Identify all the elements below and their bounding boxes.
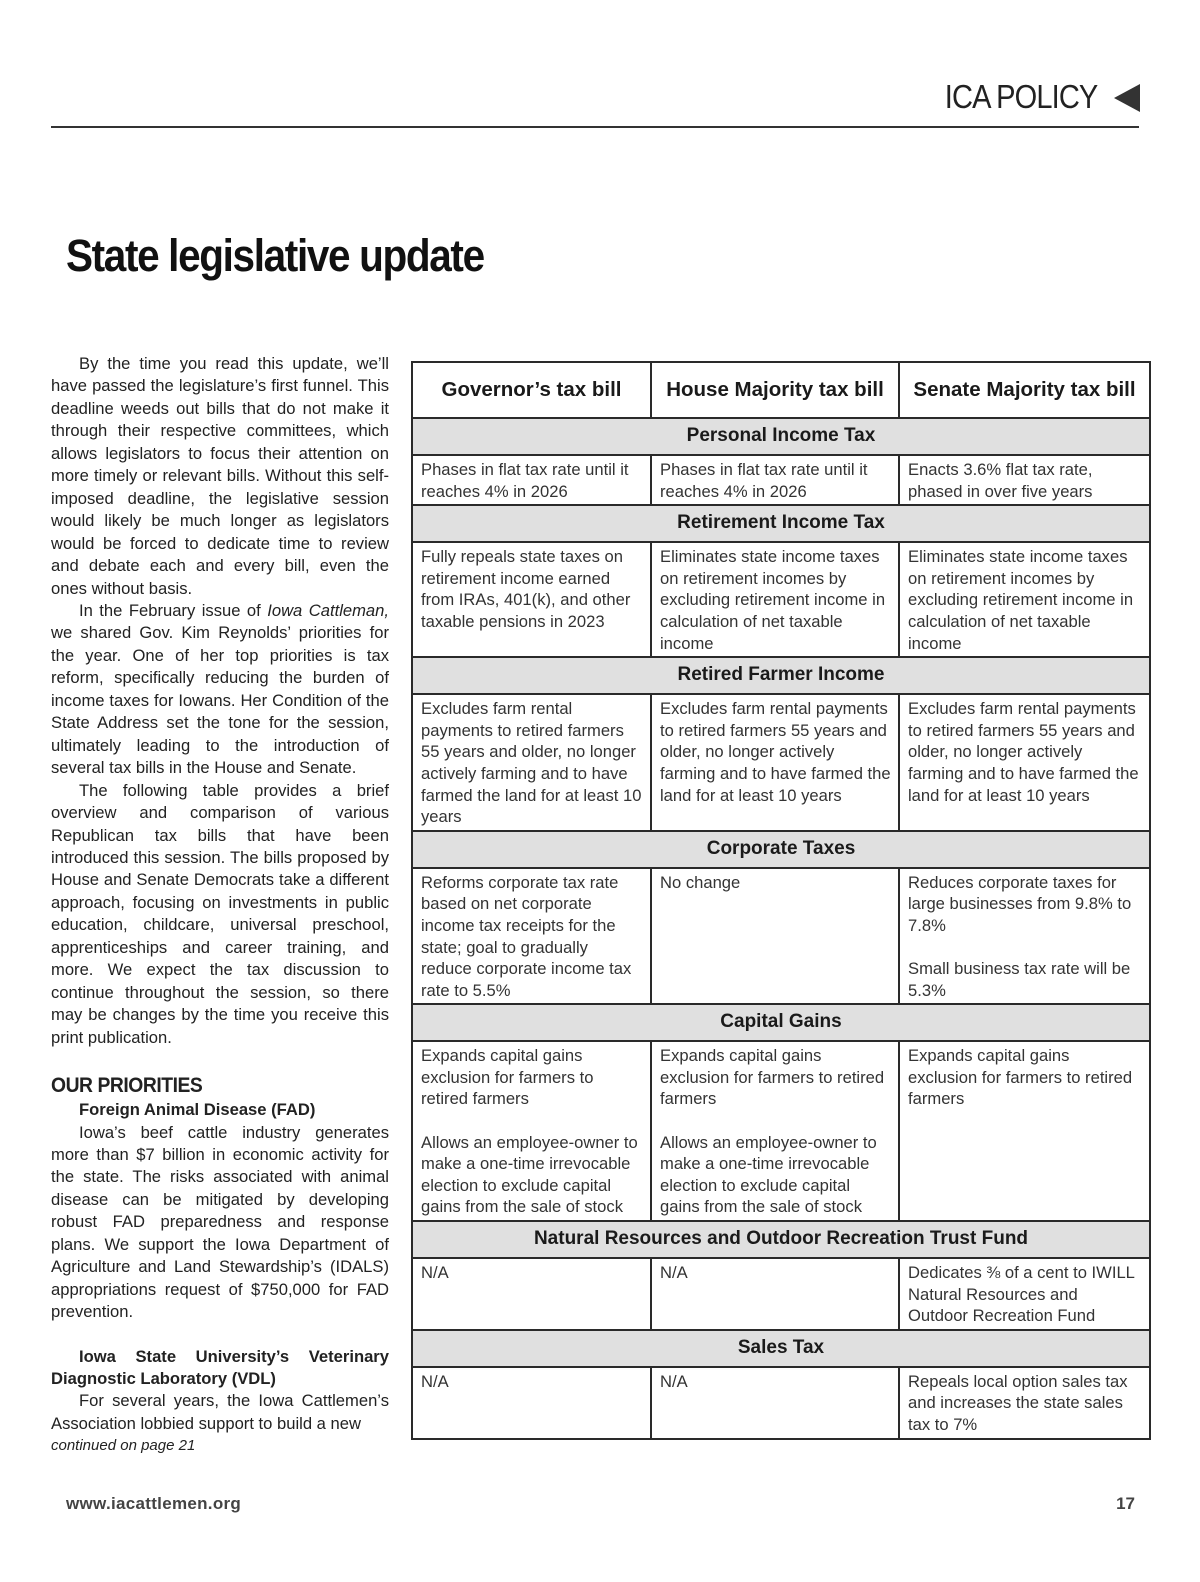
cell-text: Fully repeals state taxes on retirement income earned from IRAs, 401(k), and other taxable pensions in 2023	[421, 547, 631, 631]
intro-paragraph: By the time you read this update, we’ll have passed the legislature’s first funnel. This deadline weeds out bills that do not make it through their respective committees, which allows legislators to focus their attention on more timely or relevant bills. Without this self-imposed deadline, the legislative session would likely be much longer as legislators would be forced to dedicate time to review and debate each and every bill, even the ones without basis.	[51, 354, 389, 598]
cell-text: Dedicates ⅜ of a cent to IWILL Natural Resources and Outdoor Recreation Fund	[908, 1263, 1135, 1326]
cell-text: Repeals local option sales tax and increases the state sales tax to 7%	[908, 1371, 1128, 1434]
publication-name: Iowa Cattleman,	[267, 600, 389, 620]
column-header-senate: Senate Majority tax bill	[899, 362, 1150, 418]
cell-text: Expands capital gains exclusion for farmers to retired farmers	[660, 1046, 885, 1109]
cell-house	[651, 868, 899, 1005]
section-header-row	[412, 831, 1150, 868]
vdl-heading: Iowa State University’s Veterinary Diagnostic Laboratory (VDL)	[51, 1346, 389, 1389]
table-row	[412, 1258, 1150, 1330]
table-row	[412, 542, 1150, 657]
cell-text: N/A	[421, 1263, 449, 1283]
section-title: Retired Farmer Income	[412, 657, 1150, 694]
continued-note: continued on page 21	[51, 1437, 196, 1455]
cell-governor	[412, 868, 651, 1005]
cell-governor	[412, 1367, 651, 1439]
cell-governor	[412, 1041, 651, 1221]
cell-text: Expands capital gains exclusion for farmers to retired farmers	[421, 1046, 594, 1109]
section-title: Personal Income Tax	[412, 418, 1150, 455]
section-header-row	[412, 1330, 1150, 1367]
cell-house	[651, 1258, 899, 1330]
intro-paragraph-text: we shared Gov. Kim Reynolds’ priorities for the year. One of her top priorities is tax reform, specifically reducing the burden of income taxes for Iowans. Her Condition of the State Address set the tone for the session, ultimately leading to the introduction of several tax bills in the House and Senate.	[51, 623, 389, 778]
cell-text: Enacts 3.6% flat tax rate, phased in over five years	[908, 460, 1093, 501]
cell-governor	[412, 1258, 651, 1330]
footer-website: www.iacattlemen.org	[66, 1494, 242, 1513]
cell-governor	[412, 694, 651, 831]
section-title: Sales Tax	[412, 1330, 1150, 1367]
cell-text: Excludes farm rental payments to retired farmers 55 years and older, no longer actively farming and to have farmed the land for at least 10 years	[660, 699, 891, 805]
cell-governor	[412, 542, 651, 657]
priorities-heading: OUR PRIORITIES	[51, 1074, 203, 1098]
fad-paragraph: Iowa’s beef cattle industry generates more than $7 billion in economic activity for the state. The risks associated with animal disease can be mitigated by developing robust FAD preparedness and response plans. We support the Iowa Department of Agriculture and Land Stewardship’s (IDALS) appropriations request of $750,000 for FAD prevention.	[51, 1122, 389, 1322]
section-title: Corporate Taxes	[412, 831, 1150, 868]
section-header-row	[412, 505, 1150, 542]
cell-text: Reforms corporate tax rate based on net corporate income tax receipts for the state; goal to gradually reduce corporate income tax rate to 5.5%	[421, 872, 632, 1000]
cell-text: N/A	[660, 1371, 688, 1391]
table-row	[412, 455, 1150, 505]
tax-bill-comparison-table	[411, 361, 1151, 1440]
cell-text: Phases in flat tax rate until it reaches 4% in 2026	[421, 460, 629, 501]
article-body	[51, 353, 389, 1458]
fad-heading: Foreign Animal Disease (FAD)	[79, 1100, 316, 1120]
table-header-row	[412, 362, 1150, 418]
section-label: ICA POLICY	[944, 78, 1097, 115]
cell-text: Eliminates state income taxes on retirement incomes by excluding retirement income in calculation of net taxable income	[660, 547, 886, 653]
section-header-row	[412, 418, 1150, 455]
vdl-paragraph: For several years, the Iowa Cattlemen’s Association lobbied support to build a new	[51, 1391, 389, 1433]
cell-senate	[899, 1258, 1150, 1330]
cell-text: No change	[660, 872, 741, 892]
section-title: Capital Gains	[412, 1004, 1150, 1041]
cell-senate	[899, 1367, 1150, 1439]
intro-paragraph	[51, 600, 389, 780]
column-header-governor: Governor’s tax bill	[412, 362, 651, 418]
table-row	[412, 1041, 1150, 1221]
section-title: Retirement Income Tax	[412, 505, 1150, 542]
cell-text: N/A	[660, 1263, 688, 1283]
section-header-row	[412, 657, 1150, 694]
header-divider	[51, 126, 1139, 128]
cell-text: Reduces corporate taxes for large businesses from 9.8% to 7.8%	[908, 872, 1132, 935]
cell-governor	[412, 455, 651, 505]
intro-paragraph: The following table provides a brief overview and comparison of various Republican tax bills that have been introduced this session. The bills proposed by House and Senate Democrats take a different approach, focusing on investments in public education, childcare, universal preschool, apprenticeships and career training, and more. We expect the tax discussion to continue throughout the session, so there may be changes by the time you receive this print publication.	[51, 780, 389, 1047]
table-row	[412, 694, 1150, 831]
cell-house	[651, 1041, 899, 1221]
section-header-row	[412, 1004, 1150, 1041]
triangle-left-icon	[1114, 84, 1140, 112]
table-row	[412, 1367, 1150, 1439]
cell-text: N/A	[421, 1371, 449, 1391]
cell-senate	[899, 694, 1150, 831]
page-number: 17	[1116, 1494, 1135, 1513]
table-row	[412, 868, 1150, 1005]
cell-text: Expands capital gains exclusion for farmers to retired farmers	[908, 1046, 1133, 1109]
section-header-row	[412, 1221, 1150, 1258]
cell-senate	[899, 1041, 1150, 1221]
cell-text: Small business tax rate will be 5.3%	[908, 959, 1131, 1000]
column-header-house: House Majority tax bill	[651, 362, 899, 418]
cell-house	[651, 542, 899, 657]
cell-text: Excludes farm rental payments to retired farmers 55 years and older, no longer actively farming and to have farmed the land for at least 10 years	[421, 699, 642, 827]
page-title: State legislative update	[66, 230, 484, 281]
cell-text: Eliminates state income taxes on retirement incomes by excluding retirement income in calculation of net taxable income	[908, 547, 1134, 653]
cell-text: Allows an employee-owner to make a one-time irrevocable election to exclude capital gains from the sale of stock	[660, 1132, 877, 1217]
cell-house	[651, 455, 899, 505]
cell-text: Phases in flat tax rate until it reaches 4% in 2026	[660, 460, 868, 501]
section-title: Natural Resources and Outdoor Recreation Trust Fund	[412, 1221, 1150, 1258]
cell-senate	[899, 542, 1150, 657]
cell-text: Allows an employee-owner to make a one-time irrevocable election to exclude capital gains from the sale of stock	[421, 1132, 638, 1217]
cell-text: Excludes farm rental payments to retired farmers 55 years and older, no longer actively farming and to have farmed the land for at least 10 years	[908, 699, 1139, 805]
intro-lead: In the February issue of	[79, 600, 268, 620]
cell-house	[651, 1367, 899, 1439]
cell-house	[651, 694, 899, 831]
cell-senate	[899, 868, 1150, 1005]
cell-senate	[899, 455, 1150, 505]
